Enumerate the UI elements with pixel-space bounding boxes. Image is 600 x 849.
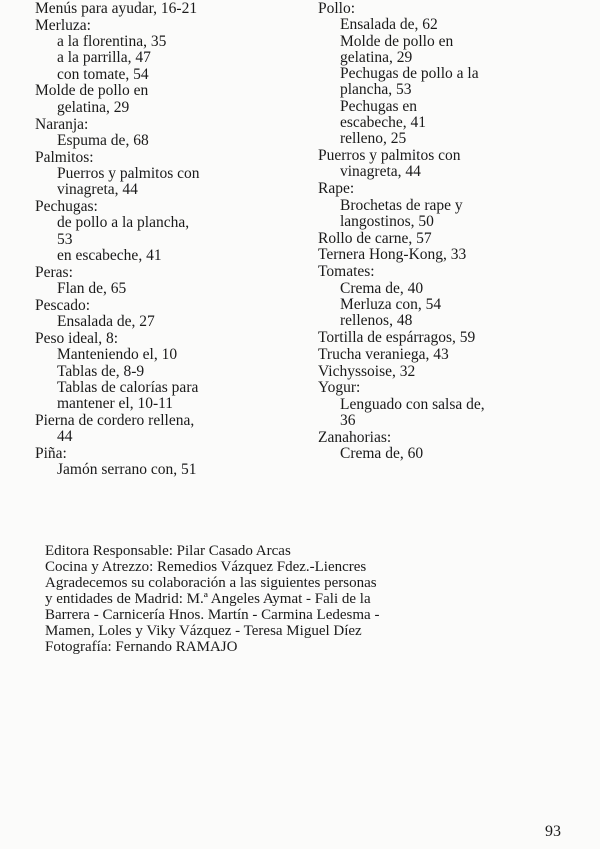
credits-line: Fotografía: Fernando RAMAJO [45, 639, 238, 655]
index-subentry [35, 248, 305, 264]
index-subentry [35, 133, 305, 149]
index-subentry [35, 67, 305, 83]
index-entry [318, 330, 588, 346]
index-subentry-line: a la florentina, 35 [57, 33, 167, 51]
index-entry [318, 231, 588, 247]
index-subentry-line: en escabeche, 41 [57, 246, 162, 264]
index-entry [318, 264, 588, 329]
index-subentry [35, 347, 305, 363]
index-subentry-line: Tablas de, 8-9 [57, 362, 145, 380]
index-entry [318, 247, 588, 263]
index-subentry-line: Ensalada de, 62 [340, 16, 438, 34]
index-entry [318, 364, 588, 380]
index-entry [35, 1, 305, 17]
index-subentry-line: Ensalada de, 27 [57, 313, 155, 331]
index-subentry [35, 314, 305, 330]
index-entry [318, 380, 588, 429]
index-subentry-line: con tomate, 54 [57, 65, 149, 83]
index-column-right [318, 1, 588, 463]
index-subentry [318, 281, 588, 297]
index-subentry-line: rellenos, 48 [340, 312, 413, 330]
index-subentry-line: vinagreta, 44 [57, 181, 138, 199]
credits-line: Barrera - Carnicería Hnos. Martín - Carmina Ledesma - [45, 607, 380, 623]
index-heading: Tomates: [318, 263, 375, 281]
index-subentry [35, 380, 305, 413]
index-heading: Vichyssoise, 32 [318, 362, 416, 380]
index-heading: 44 [57, 428, 73, 446]
index-subentry-line: a la parrilla, 47 [57, 49, 151, 67]
index-subentry-line: gelatina, 29 [340, 48, 413, 66]
index-subentry-line: 36 [340, 411, 356, 429]
credits-block [45, 543, 575, 655]
index-subentry [35, 281, 305, 297]
index-entry [35, 18, 305, 83]
index-subentry [35, 34, 305, 50]
index-subentry [318, 99, 588, 132]
page-number: 93 [545, 823, 561, 840]
index-subentry [318, 131, 588, 147]
index-entry [35, 150, 305, 199]
credits-line: Editora Responsable: Pilar Casado Arcas [45, 543, 291, 559]
index-heading: Peso ideal, 8: [35, 329, 119, 347]
credits-line: Agradecemos su colaboración a las siguientes personas [45, 575, 377, 591]
index-heading: Zanahorias: [318, 428, 392, 446]
index-subentry-line: relleno, 25 [340, 130, 407, 148]
index-subentry [318, 66, 588, 99]
index-subentry-line: Molde de pollo en [340, 32, 454, 50]
index-heading: Molde de pollo en [35, 82, 149, 100]
index-heading: Puerros y palmitos con [318, 147, 461, 165]
index-heading: Menús para ayudar, 16-21 [35, 0, 198, 17]
index-subentry-line: Crema de, 40 [340, 279, 424, 297]
index-subentry-line: Espuma de, 68 [57, 131, 149, 149]
index-heading: gelatina, 29 [57, 98, 130, 116]
index-heading: Piña: [35, 445, 67, 463]
index-heading: Rape: [318, 180, 355, 198]
index-heading: Naranja: [35, 115, 89, 133]
index-subentry [318, 17, 588, 33]
index-entry [35, 413, 305, 446]
index-subentry-line: langostinos, 50 [340, 212, 434, 230]
index-subentry-line: Flan de, 65 [57, 280, 127, 298]
index-subentry-line: Pechugas en [340, 97, 418, 115]
index-subentry [318, 34, 588, 67]
index-entry [35, 331, 305, 412]
index-heading: Trucha veraniega, 43 [318, 345, 449, 363]
index-subentry-line: Brochetas de rape y [340, 196, 463, 214]
index-subentry [318, 397, 588, 430]
index-heading: Tortilla de espárragos, 59 [318, 328, 476, 346]
index-heading: Pierna de cordero rellena, [35, 411, 195, 429]
index-entry [35, 446, 305, 479]
index-subentry-line: Pechugas de pollo a la [340, 65, 479, 83]
index-subentry [318, 198, 588, 231]
index-subentry [35, 462, 305, 478]
index-heading: Peras: [35, 263, 73, 281]
index-entry [318, 430, 588, 463]
index-subentry [35, 166, 305, 199]
credits-line: Mamen, Loles y Viky Vázquez - Teresa Miguel Díez [45, 623, 362, 639]
index-entry [35, 298, 305, 331]
index-heading: Palmitos: [35, 148, 94, 166]
index-entry [318, 1, 588, 148]
index-entry [318, 347, 588, 363]
credits-line: Cocina y Atrezzo: Remedios Vázquez Fdez.-Liencres [45, 559, 367, 575]
index-heading: Merluza: [35, 16, 91, 34]
index-heading: Ternera Hong-Kong, 33 [318, 246, 467, 264]
index-entry [35, 265, 305, 298]
index-subentry [318, 297, 588, 313]
index-subentry [318, 446, 588, 462]
index-entry [35, 199, 305, 264]
credits-line: y entidades de Madrid: M.ª Angeles Aymat - Fali de la [45, 591, 371, 607]
index-entry [318, 148, 588, 181]
index-subentry-line: Jamón serrano con, 51 [57, 461, 197, 479]
index-subentry [35, 215, 305, 248]
index-entry [318, 181, 588, 230]
index-subentry-line: plancha, 53 [340, 81, 412, 99]
index-heading: vinagreta, 44 [340, 163, 421, 181]
index-column-left [35, 1, 305, 479]
index-subentry-line: escabeche, 41 [340, 114, 427, 132]
index-heading: Yogur: [318, 379, 361, 397]
index-subentry-line: Merluza con, 54 [340, 295, 442, 313]
index-subentry-line: Puerros y palmitos con [57, 164, 200, 182]
index-subentry-line: de pollo a la plancha, [57, 214, 190, 232]
index-subentry-line: Tablas de calorías para [57, 378, 199, 396]
index-subentry-line: 53 [57, 230, 73, 248]
index-heading: Pechugas: [35, 198, 98, 216]
index-subentry-line: Crema de, 60 [340, 445, 424, 463]
index-subentry-line: Lenguado con salsa de, [340, 395, 485, 413]
index-subentry [35, 364, 305, 380]
index-entry [35, 83, 305, 116]
index-subentry-line: mantener el, 10-11 [57, 395, 174, 413]
index-subentry-line: Manteniendo el, 10 [57, 346, 178, 364]
index-heading: Pollo: [318, 0, 356, 17]
index-heading: Pescado: [35, 296, 91, 314]
index-entry [35, 117, 305, 150]
index-subentry [35, 50, 305, 66]
index-heading: Rollo de carne, 57 [318, 229, 432, 247]
index-subentry [318, 313, 588, 329]
